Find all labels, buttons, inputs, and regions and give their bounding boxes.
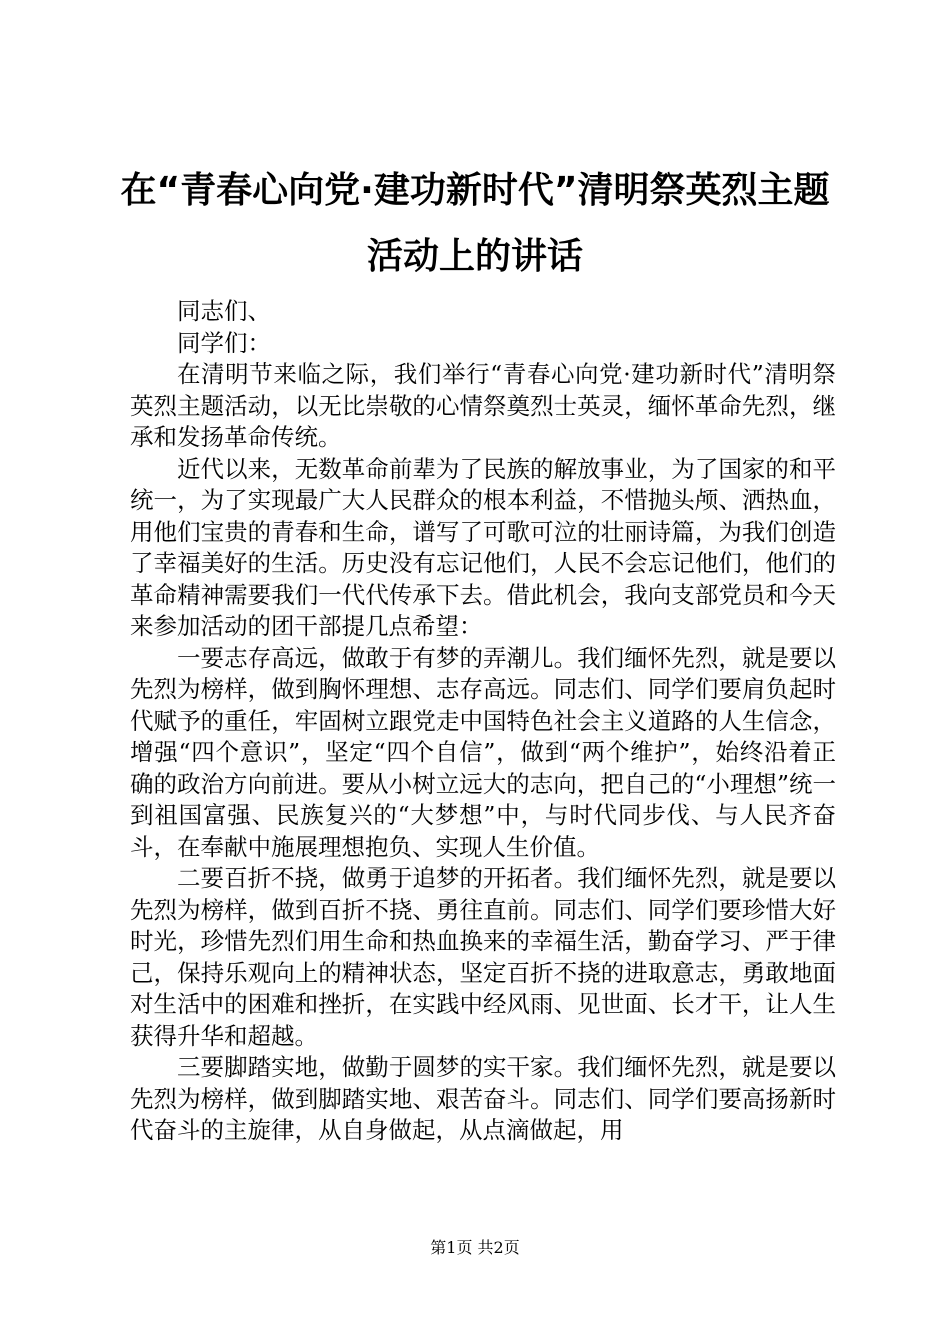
salutation-comrades: 同志们、 xyxy=(177,297,271,325)
document-body xyxy=(130,296,836,1147)
page-footer: 第1页 共2页 xyxy=(430,1238,520,1257)
paragraph-history: 近代以来，无数革命前辈为了民族的解放事业，为了国家的和平统一，为了实现最广大人民群众的根本利益，不惜抛头颅、洒热血，用他们宝贵的青春和生命，谱写了可歌可泣的壮丽诗篇，为我们创造了幸福美好的生活。历史没有忘记他们，人民不会忘记他们，他们的革命精神需要我们一代代传承下去。借此机会，我向支部党员和今天来参加活动的团干部提几点希望： xyxy=(130,454,836,640)
paragraph-hope-one: 一要志存高远，做敢于有梦的弄潮儿。我们缅怀先烈，就是要以先烈为榜样，做到胸怀理想、志存高远。同志们、同学们要肩负起时代赋予的重任，牢固树立跟党走中国特色社会主义道路的人生信念，增强“四个意识”，坚定“四个自信”，做到“两个维护”，始终沿着正确的政治方向前进。要从小树立远大的志向，把自己的“小理想”统一到祖国富强、民族复兴的“大梦想”中，与时代同步伐、与人民齐奋斗，在奉献中施展理想抱负、实现人生价值。 xyxy=(130,643,836,861)
paragraph-opening: 在清明节来临之际，我们举行“青春心向党·建功新时代”清明祭英烈主题活动，以无比崇敬的心情祭奠烈士英灵，缅怀革命先烈，继承和发扬革命传统。 xyxy=(130,360,836,451)
paragraph-hope-two: 二要百折不挠，做勇于追梦的开拓者。我们缅怀先烈，就是要以先烈为榜样，做到百折不挠、勇往直前。同志们、同学们要珍惜大好时光，珍惜先烈们用生命和热血换来的幸福生活，勤奋学习、严于律己，保持乐观向上的精神状态，坚定百折不挠的进取意志，勇敢地面对生活中的困难和挫折，在实践中经风雨、见世面、长才干，让人生获得升华和超越。 xyxy=(130,864,836,1050)
document-title: 在“青春心向党·建功新时代”清明祭英烈主题活动上的讲话 xyxy=(120,170,830,277)
paragraph-hope-three: 三要脚踏实地，做勤于圆梦的实干家。我们缅怀先烈，就是要以先烈为榜样，做到脚踏实地、艰苦奋斗。同志们、同学们要高扬新时代奋斗的主旋律，从自身做起，从点滴做起，用 xyxy=(130,1053,836,1144)
salutation-students: 同学们： xyxy=(177,328,271,357)
